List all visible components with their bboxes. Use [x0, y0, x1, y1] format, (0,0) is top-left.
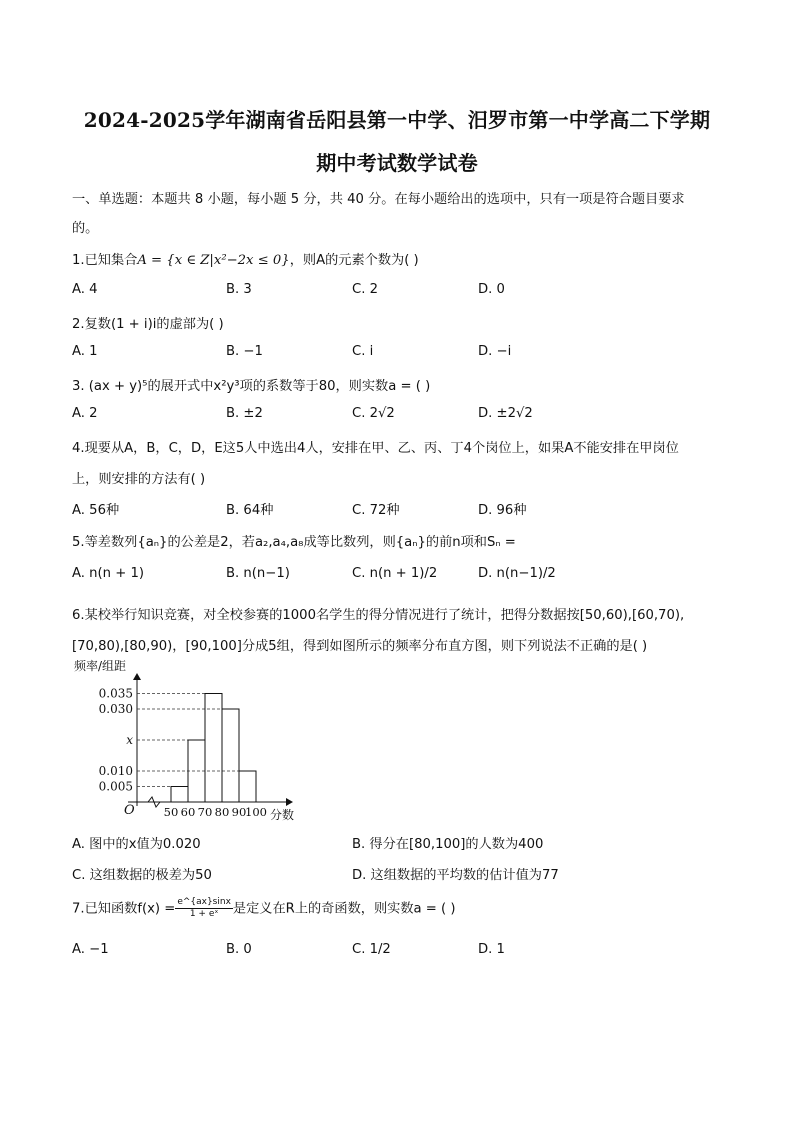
question-4-option-a: A. 56种	[72, 503, 120, 518]
chart-x-tick-label: 90	[231, 805, 247, 819]
question-4-option-d: D. 96种	[478, 503, 527, 518]
chart-y-tick-label: 0.035	[98, 686, 133, 701]
chart-x-tick-label: 60	[180, 805, 196, 819]
question-5: 5.等差数列{aₙ}的公差是2，若a₂,a₄,a₈成等比数列，则{aₙ}的前n项和Sₙ =	[72, 535, 516, 550]
chart-x-tick-label: 50	[163, 805, 179, 819]
question-1-option-d: D. 0	[478, 282, 505, 297]
question-2-option-c: C. i	[352, 344, 374, 359]
question-7-denominator: 1 + eˣ	[189, 909, 219, 919]
chart-x-tick-label: 100	[245, 805, 267, 819]
question-1-pre: 1.已知集合	[72, 253, 138, 268]
question-3-option-b: B. ±2	[226, 406, 263, 421]
question-1-option-c: C. 2	[352, 282, 378, 297]
question-3-option-c: C. 2√2	[352, 406, 395, 421]
question-7-fraction	[175, 897, 233, 920]
question-7-option-a: A. −1	[72, 942, 109, 957]
question-6-line1: 6.某校举行知识竞赛，对全校参赛的1000名学生的得分情况进行了统计，把得分数据按[50,60),[60,70),	[72, 608, 685, 623]
chart-bar	[205, 694, 222, 803]
question-4-option-b: B. 64种	[226, 503, 274, 518]
question-3: 3. (ax + y)⁵的展开式中x²y³项的系数等于80，则实数a = ( )	[72, 379, 431, 394]
question-7-option-d: D. 1	[478, 942, 505, 957]
chart-x-tick-label: 70	[197, 805, 213, 819]
question-1	[72, 249, 419, 268]
chart-y-tick-label: 0.005	[98, 779, 133, 794]
chart-bar	[171, 787, 188, 803]
chart-y-tick-label: 0.030	[98, 702, 133, 716]
question-5-option-c: C. n(n + 1)/2	[352, 566, 438, 581]
question-2-option-b: B. −1	[226, 344, 263, 359]
question-6-option-b: B. 得分在[80,100]的人数为400	[352, 837, 544, 852]
question-6-option-c: C. 这组数据的极差为50	[72, 868, 212, 883]
chart-y-tick-label: 0.010	[98, 764, 133, 778]
question-5-option-d: D. n(n−1)/2	[478, 566, 556, 581]
question-7	[72, 897, 456, 920]
chart-bar	[239, 771, 256, 802]
chart-x-tick-label: 80	[214, 805, 230, 819]
question-7-post: 是定义在R上的奇函数，则实数a = ( )	[232, 901, 456, 917]
question-4-option-c: C. 72种	[352, 503, 400, 518]
question-1-post: ，则A的元素个数为( )	[289, 253, 419, 268]
exam-title-line2: 期中考试数学试卷	[316, 151, 478, 175]
question-5-option-a: A. n(n + 1)	[72, 566, 145, 581]
chart-xlabel: 分数	[270, 808, 295, 822]
question-6-option-a: A. 图中的x值为0.020	[72, 837, 201, 852]
question-7-pre: 7.已知函数f(x) =	[72, 901, 176, 917]
question-6-line2: [70,80),[80,90)，[90,100]分成5组，得到如图所示的频率分布直方图，则下列说法不正确的是( )	[72, 639, 648, 654]
chart-y-tick-label: x	[126, 733, 133, 747]
question-2: 2.复数(1 + i)i的虚部为( )	[72, 317, 224, 332]
question-3-option-a: A. 2	[72, 406, 98, 421]
chart-origin-label: O	[124, 803, 135, 818]
question-6-option-d: D. 这组数据的平均数的估计值为77	[352, 868, 559, 883]
question-7-numerator: e^{ax}sinx	[177, 897, 231, 907]
exam-title-line1: 2024-2025学年湖南省岳阳县第一中学、汨罗市第一中学高二下学期	[83, 108, 711, 132]
chart-bar	[222, 709, 239, 802]
question-1-option-b: B. 3	[226, 282, 252, 297]
question-5-option-b: B. n(n−1)	[226, 566, 290, 581]
question-1-option-a: A. 4	[72, 282, 98, 297]
section-heading-line1: 一、单选题：本题共 8 小题，每小题 5 分，共 40 分。在每小题给出的选项中，只有一项是符合题目要求	[72, 192, 685, 207]
question-3-option-d: D. ±2√2	[478, 406, 533, 421]
question-2-option-d: D. −i	[478, 344, 512, 359]
question-4-line1: 4.现要从A，B，C，D，E这5人中选出4人，安排在甲、乙、丙、丁4个岗位上，如果A不能安排在甲岗位	[72, 441, 679, 456]
section-heading-line2: 的。	[72, 221, 99, 236]
question-7-option-c: C. 1/2	[352, 942, 391, 957]
frequency-histogram	[70, 656, 310, 828]
question-2-option-a: A. 1	[72, 344, 98, 359]
question-7-option-b: B. 0	[226, 942, 252, 957]
question-4-line2: 上，则安排的方法有( )	[72, 472, 206, 487]
question-1-set: A = {x ∈ Z|x²−2x ≤ 0}	[137, 253, 290, 268]
chart-ylabel: 频率/组距	[74, 659, 127, 673]
